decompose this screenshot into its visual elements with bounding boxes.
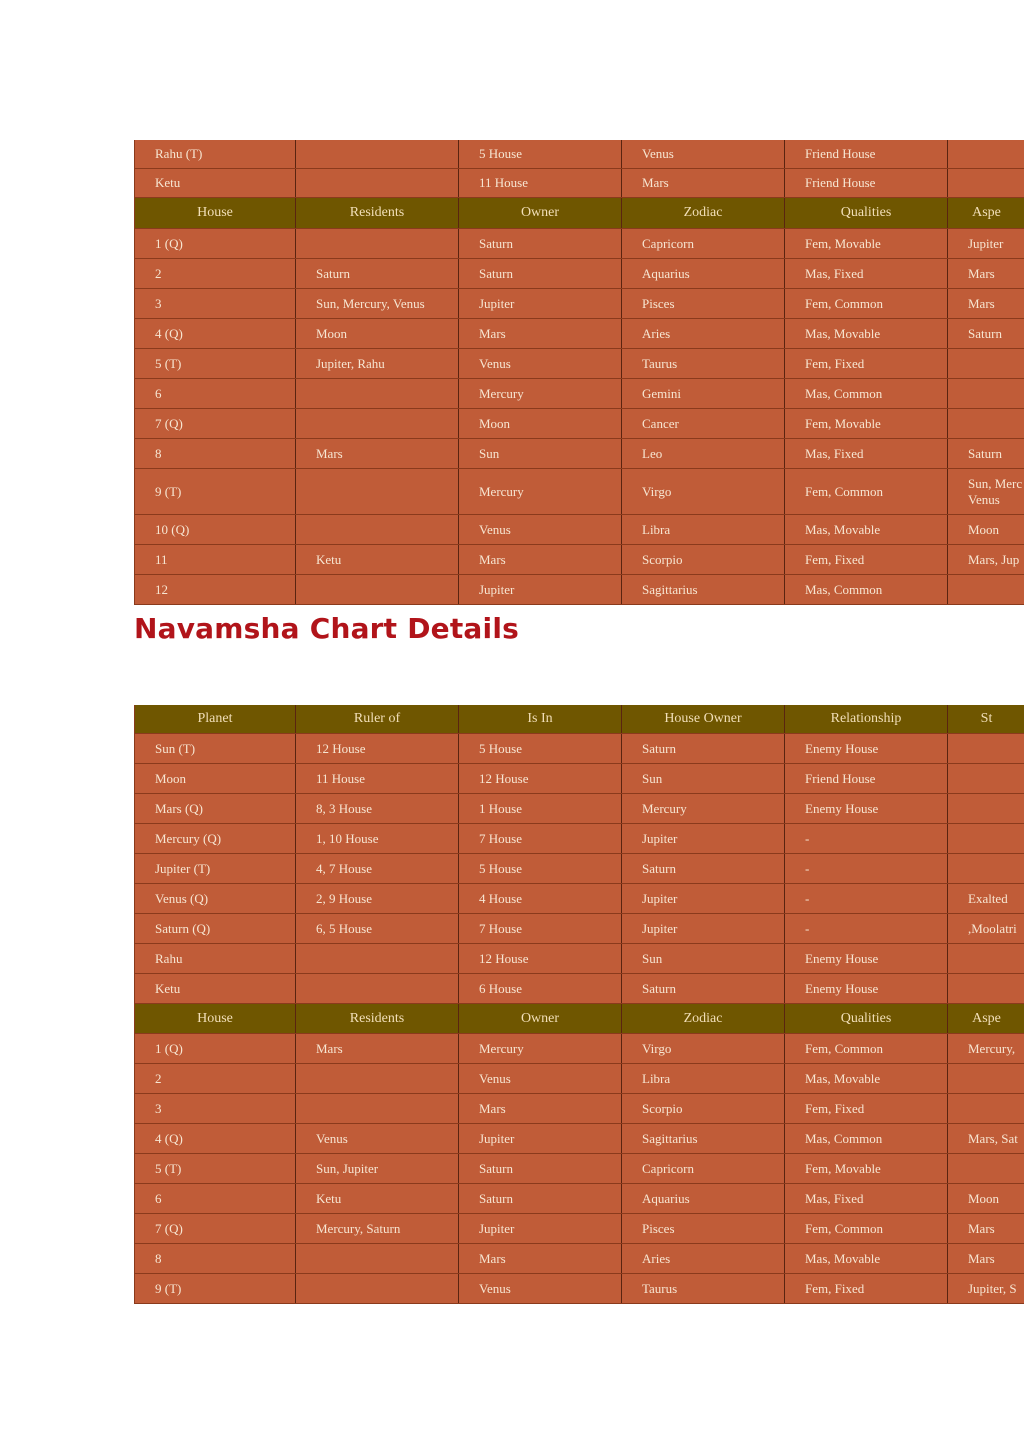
table-cell: 12 bbox=[135, 575, 296, 604]
column-header: House Owner bbox=[622, 705, 785, 733]
table-cell: Mars (Q) bbox=[135, 794, 296, 823]
table-cell: Fem, Fixed bbox=[785, 1274, 948, 1303]
table-cell: Moon bbox=[135, 764, 296, 793]
table-cell: Jupiter, Rahu bbox=[296, 349, 459, 378]
table-cell: 4 (Q) bbox=[135, 1124, 296, 1153]
table-header-row bbox=[135, 1004, 1024, 1034]
table-cell: Mas, Common bbox=[785, 1124, 948, 1153]
table-cell: Ketu bbox=[135, 974, 296, 1003]
table-cell: 12 House bbox=[459, 944, 622, 973]
table-cell: Aries bbox=[622, 1244, 785, 1273]
table-cell: 6 bbox=[135, 1184, 296, 1213]
table-cell: 6 bbox=[135, 379, 296, 408]
table-row bbox=[135, 974, 1024, 1004]
table-row bbox=[135, 439, 1024, 469]
table-cell: 7 (Q) bbox=[135, 409, 296, 438]
table-cell: 4, 7 House bbox=[296, 854, 459, 883]
column-header: Owner bbox=[459, 198, 622, 228]
table-cell: Pisces bbox=[622, 289, 785, 318]
table-cell: Gemini bbox=[622, 379, 785, 408]
table-row bbox=[135, 229, 1024, 259]
table-cell bbox=[948, 575, 1024, 604]
table-cell: Mars bbox=[968, 1250, 995, 1266]
table-cell: 4 House bbox=[459, 884, 622, 913]
table-cell: Leo bbox=[622, 439, 785, 468]
table-cell: Jupiter bbox=[459, 1124, 622, 1153]
table-cell: Mars bbox=[968, 1220, 995, 1236]
column-header: Qualities bbox=[785, 198, 948, 228]
table-cell: Saturn bbox=[622, 854, 785, 883]
table-row bbox=[135, 944, 1024, 974]
table-cell: 11 House bbox=[296, 764, 459, 793]
column-header: Owner bbox=[459, 1004, 622, 1033]
table-row bbox=[135, 884, 1024, 914]
table-cell bbox=[296, 974, 459, 1003]
table-cell bbox=[948, 734, 1024, 763]
table-cell: Friend House bbox=[785, 140, 948, 168]
table-row bbox=[135, 349, 1024, 379]
table-cell: 12 House bbox=[296, 734, 459, 763]
column-header: House bbox=[135, 198, 296, 228]
table-cell bbox=[948, 1094, 1024, 1123]
table-cell bbox=[296, 1274, 459, 1303]
table-cell: Mars bbox=[459, 319, 622, 348]
table-cell: Capricorn bbox=[622, 229, 785, 258]
table-cell: Pisces bbox=[622, 1214, 785, 1243]
column-header: Qualities bbox=[785, 1004, 948, 1033]
column-header: Residents bbox=[296, 198, 459, 228]
table-cell: Taurus bbox=[622, 1274, 785, 1303]
navamsha-table bbox=[134, 705, 1024, 1304]
table-cell: Enemy House bbox=[785, 974, 948, 1003]
table-cell: Saturn bbox=[459, 229, 622, 258]
table-cell bbox=[296, 379, 459, 408]
column-header: Planet bbox=[135, 705, 296, 733]
table-row bbox=[135, 1274, 1024, 1304]
table-cell: Aquarius bbox=[622, 1184, 785, 1213]
table-cell: Fem, Fixed bbox=[785, 349, 948, 378]
table-cell: Moon bbox=[459, 409, 622, 438]
table-cell: Sun, Merc Venus bbox=[968, 475, 1023, 507]
table-cell: Moon bbox=[296, 319, 459, 348]
table-cell: 5 (T) bbox=[135, 349, 296, 378]
table-cell: Scorpio bbox=[622, 545, 785, 574]
table-cell bbox=[948, 944, 1024, 973]
table-cell bbox=[296, 515, 459, 544]
table-row bbox=[135, 319, 1024, 349]
table-cell: Mars, Jup bbox=[968, 551, 1020, 567]
table-cell: Friend House bbox=[785, 764, 948, 793]
table-cell: - bbox=[785, 854, 948, 883]
table-row bbox=[135, 1094, 1024, 1124]
rasi-table bbox=[134, 140, 1024, 605]
table-row bbox=[135, 1244, 1024, 1274]
table-cell bbox=[948, 794, 1024, 823]
table-cell: Mars bbox=[459, 1094, 622, 1123]
table-cell: Jupiter, S bbox=[968, 1280, 1017, 1296]
table-cell: Venus bbox=[459, 1064, 622, 1093]
table-cell: Mas, Common bbox=[785, 575, 948, 604]
table-cell: 9 (T) bbox=[135, 469, 296, 514]
column-header: Zodiac bbox=[622, 1004, 785, 1033]
table-cell: 10 (Q) bbox=[135, 515, 296, 544]
table-cell: Sun bbox=[622, 764, 785, 793]
table-cell bbox=[948, 1064, 1024, 1093]
table-cell bbox=[296, 140, 459, 168]
column-header: Ruler of bbox=[296, 705, 459, 733]
table-cell bbox=[948, 824, 1024, 853]
table-cell: Mas, Fixed bbox=[785, 1184, 948, 1213]
table-header-row bbox=[135, 705, 1024, 734]
table-cell: 12 House bbox=[459, 764, 622, 793]
table-cell: Fem, Common bbox=[785, 1034, 948, 1063]
table-cell: Aquarius bbox=[622, 259, 785, 288]
table-cell: Jupiter bbox=[459, 1214, 622, 1243]
table-cell: Ketu bbox=[135, 169, 296, 197]
table-cell: Saturn bbox=[968, 445, 1002, 461]
table-cell bbox=[948, 764, 1024, 793]
table-cell: Saturn (Q) bbox=[135, 914, 296, 943]
table-cell: Enemy House bbox=[785, 734, 948, 763]
table-cell: Venus bbox=[459, 1274, 622, 1303]
table-row bbox=[135, 515, 1024, 545]
table-cell: 8 bbox=[135, 1244, 296, 1273]
table-row bbox=[135, 169, 1024, 198]
table-row bbox=[135, 289, 1024, 319]
column-header: House bbox=[135, 1004, 296, 1033]
table-cell: 11 House bbox=[459, 169, 622, 197]
table-cell: 6, 5 House bbox=[296, 914, 459, 943]
table-cell: Fem, Fixed bbox=[785, 1094, 948, 1123]
table-cell: Sun, Jupiter bbox=[296, 1154, 459, 1183]
table-cell: Mercury, Saturn bbox=[296, 1214, 459, 1243]
table-cell: Friend House bbox=[785, 169, 948, 197]
table-cell bbox=[296, 469, 459, 514]
table-cell: Mas, Fixed bbox=[785, 259, 948, 288]
table-cell bbox=[948, 1154, 1024, 1183]
table-cell: Mas, Fixed bbox=[785, 439, 948, 468]
table-cell bbox=[296, 944, 459, 973]
table-cell: Mas, Movable bbox=[785, 319, 948, 348]
table-cell: Jupiter bbox=[622, 914, 785, 943]
table-cell bbox=[296, 409, 459, 438]
table-cell: Saturn bbox=[459, 259, 622, 288]
table-cell: 1, 10 House bbox=[296, 824, 459, 853]
table-cell bbox=[948, 169, 1024, 197]
table-row bbox=[135, 140, 1024, 169]
table-cell bbox=[296, 1094, 459, 1123]
table-row bbox=[135, 914, 1024, 944]
table-header-row bbox=[135, 198, 1024, 229]
navamsha-planet-rows bbox=[135, 734, 1024, 1004]
table-cell: Mars, Sat bbox=[968, 1130, 1018, 1146]
table-cell: Mas, Movable bbox=[785, 1064, 948, 1093]
table-row bbox=[135, 824, 1024, 854]
table-cell: Moon bbox=[968, 1190, 1000, 1206]
table-cell bbox=[296, 169, 459, 197]
table-cell: Fem, Fixed bbox=[785, 545, 948, 574]
column-header: Is In bbox=[459, 705, 622, 733]
table-cell: - bbox=[785, 914, 948, 943]
table-cell: Saturn bbox=[622, 734, 785, 763]
table-row bbox=[135, 734, 1024, 764]
table-cell: Venus bbox=[622, 140, 785, 168]
table-cell: Fem, Common bbox=[785, 1214, 948, 1243]
table-cell: Fem, Movable bbox=[785, 229, 948, 258]
table-cell bbox=[296, 229, 459, 258]
rasi-planet-rows bbox=[135, 140, 1024, 198]
table-cell: Fem, Common bbox=[785, 289, 948, 318]
table-cell bbox=[948, 379, 1024, 408]
column-header: Aspe bbox=[972, 205, 1001, 220]
table-cell: Venus bbox=[459, 515, 622, 544]
table-cell: Ketu bbox=[296, 545, 459, 574]
table-cell: Mercury bbox=[459, 469, 622, 514]
table-row bbox=[135, 379, 1024, 409]
table-row bbox=[135, 409, 1024, 439]
table-cell: Mas, Common bbox=[785, 379, 948, 408]
table-row bbox=[135, 259, 1024, 289]
table-cell: Fem, Common bbox=[785, 469, 948, 514]
table-cell: Mars bbox=[968, 265, 995, 281]
table-cell: Enemy House bbox=[785, 944, 948, 973]
table-cell: Mars bbox=[296, 1034, 459, 1063]
table-row bbox=[135, 794, 1024, 824]
table-row bbox=[135, 469, 1024, 515]
column-header: St bbox=[980, 711, 993, 726]
table-cell bbox=[948, 974, 1024, 1003]
rasi-house-rows bbox=[135, 229, 1024, 605]
table-cell: Mars bbox=[968, 295, 995, 311]
table-cell: Mars bbox=[459, 1244, 622, 1273]
table-cell bbox=[948, 854, 1024, 883]
table-cell: Jupiter bbox=[622, 824, 785, 853]
table-cell bbox=[296, 575, 459, 604]
table-cell: 8, 3 House bbox=[296, 794, 459, 823]
table-cell: 5 House bbox=[459, 140, 622, 168]
table-cell: Saturn bbox=[459, 1184, 622, 1213]
table-cell: Jupiter (T) bbox=[135, 854, 296, 883]
table-cell: Fem, Movable bbox=[785, 1154, 948, 1183]
navamsha-house-rows bbox=[135, 1034, 1024, 1304]
table-cell: Jupiter bbox=[459, 289, 622, 318]
column-header: Zodiac bbox=[622, 198, 785, 228]
table-row bbox=[135, 1214, 1024, 1244]
table-cell: 3 bbox=[135, 1094, 296, 1123]
table-cell: 8 bbox=[135, 439, 296, 468]
navamsha-title: Navamsha Chart Details bbox=[134, 612, 519, 645]
table-cell: Scorpio bbox=[622, 1094, 785, 1123]
table-cell: 4 (Q) bbox=[135, 319, 296, 348]
table-cell: Mars bbox=[459, 545, 622, 574]
table-cell: Libra bbox=[622, 515, 785, 544]
table-cell: Sun, Mercury, Venus bbox=[296, 289, 459, 318]
table-cell: Sagittarius bbox=[622, 1124, 785, 1153]
table-cell: Jupiter bbox=[968, 235, 1004, 251]
table-cell: Aries bbox=[622, 319, 785, 348]
table-cell: 2 bbox=[135, 1064, 296, 1093]
table-cell: 1 (Q) bbox=[135, 229, 296, 258]
table-cell: 11 bbox=[135, 545, 296, 574]
table-row bbox=[135, 575, 1024, 605]
table-cell: Saturn bbox=[968, 325, 1002, 341]
table-row bbox=[135, 545, 1024, 575]
table-row bbox=[135, 1154, 1024, 1184]
table-row bbox=[135, 1184, 1024, 1214]
table-cell: Mercury bbox=[459, 379, 622, 408]
table-cell: Saturn bbox=[459, 1154, 622, 1183]
table-cell: 7 House bbox=[459, 824, 622, 853]
table-cell: 1 (Q) bbox=[135, 1034, 296, 1063]
column-header: Aspe bbox=[972, 1010, 1001, 1026]
table-cell: 7 House bbox=[459, 914, 622, 943]
table-cell bbox=[948, 349, 1024, 378]
table-cell: Sagittarius bbox=[622, 575, 785, 604]
table-cell: Libra bbox=[622, 1064, 785, 1093]
table-row bbox=[135, 1064, 1024, 1094]
table-cell: 5 House bbox=[459, 854, 622, 883]
table-cell: Virgo bbox=[622, 469, 785, 514]
table-cell: 5 House bbox=[459, 734, 622, 763]
column-header: Relationship bbox=[785, 705, 948, 733]
table-cell: Jupiter bbox=[459, 575, 622, 604]
table-row bbox=[135, 764, 1024, 794]
table-cell: 6 House bbox=[459, 974, 622, 1003]
table-cell: Sun (T) bbox=[135, 734, 296, 763]
table-cell: ,Moolatri bbox=[968, 920, 1017, 936]
table-cell: Mars bbox=[622, 169, 785, 197]
table-cell: Sun bbox=[622, 944, 785, 973]
table-cell: Enemy House bbox=[785, 794, 948, 823]
table-cell: Rahu bbox=[135, 944, 296, 973]
table-cell: Saturn bbox=[296, 259, 459, 288]
table-cell: 1 House bbox=[459, 794, 622, 823]
table-cell: Rahu (T) bbox=[135, 140, 296, 168]
table-cell: Venus bbox=[459, 349, 622, 378]
table-cell: Jupiter bbox=[622, 884, 785, 913]
table-cell: Taurus bbox=[622, 349, 785, 378]
table-cell: Capricorn bbox=[622, 1154, 785, 1183]
table-cell bbox=[948, 140, 1024, 168]
table-cell: Mas, Movable bbox=[785, 1244, 948, 1273]
table-cell: 2 bbox=[135, 259, 296, 288]
table-cell bbox=[296, 1244, 459, 1273]
table-cell bbox=[948, 409, 1024, 438]
table-cell: Sun bbox=[459, 439, 622, 468]
table-cell: Moon bbox=[968, 521, 1000, 537]
table-cell: - bbox=[785, 884, 948, 913]
navamsha-house-header bbox=[135, 1004, 1024, 1034]
table-cell: Virgo bbox=[622, 1034, 785, 1063]
table-cell: 5 (T) bbox=[135, 1154, 296, 1183]
table-cell: Mercury bbox=[622, 794, 785, 823]
table-cell: Venus bbox=[296, 1124, 459, 1153]
table-cell: Mercury (Q) bbox=[135, 824, 296, 853]
table-cell: Mercury, bbox=[968, 1040, 1016, 1056]
table-row bbox=[135, 1124, 1024, 1154]
table-cell: Mercury bbox=[459, 1034, 622, 1063]
rasi-house-header bbox=[135, 198, 1024, 229]
table-row bbox=[135, 1034, 1024, 1064]
table-cell: 9 (T) bbox=[135, 1274, 296, 1303]
table-cell: - bbox=[785, 824, 948, 853]
table-row bbox=[135, 854, 1024, 884]
table-cell: Cancer bbox=[622, 409, 785, 438]
table-cell: Saturn bbox=[622, 974, 785, 1003]
table-cell: 3 bbox=[135, 289, 296, 318]
table-cell: 7 (Q) bbox=[135, 1214, 296, 1243]
table-cell: 2, 9 House bbox=[296, 884, 459, 913]
table-cell bbox=[296, 1064, 459, 1093]
table-cell: Ketu bbox=[296, 1184, 459, 1213]
table-cell: Exalted bbox=[968, 890, 1008, 906]
table-cell: Venus (Q) bbox=[135, 884, 296, 913]
table-cell: Fem, Movable bbox=[785, 409, 948, 438]
table-cell: Mars bbox=[296, 439, 459, 468]
table-cell: Mas, Movable bbox=[785, 515, 948, 544]
column-header: Residents bbox=[296, 1004, 459, 1033]
navamsha-planet-header bbox=[135, 705, 1024, 734]
